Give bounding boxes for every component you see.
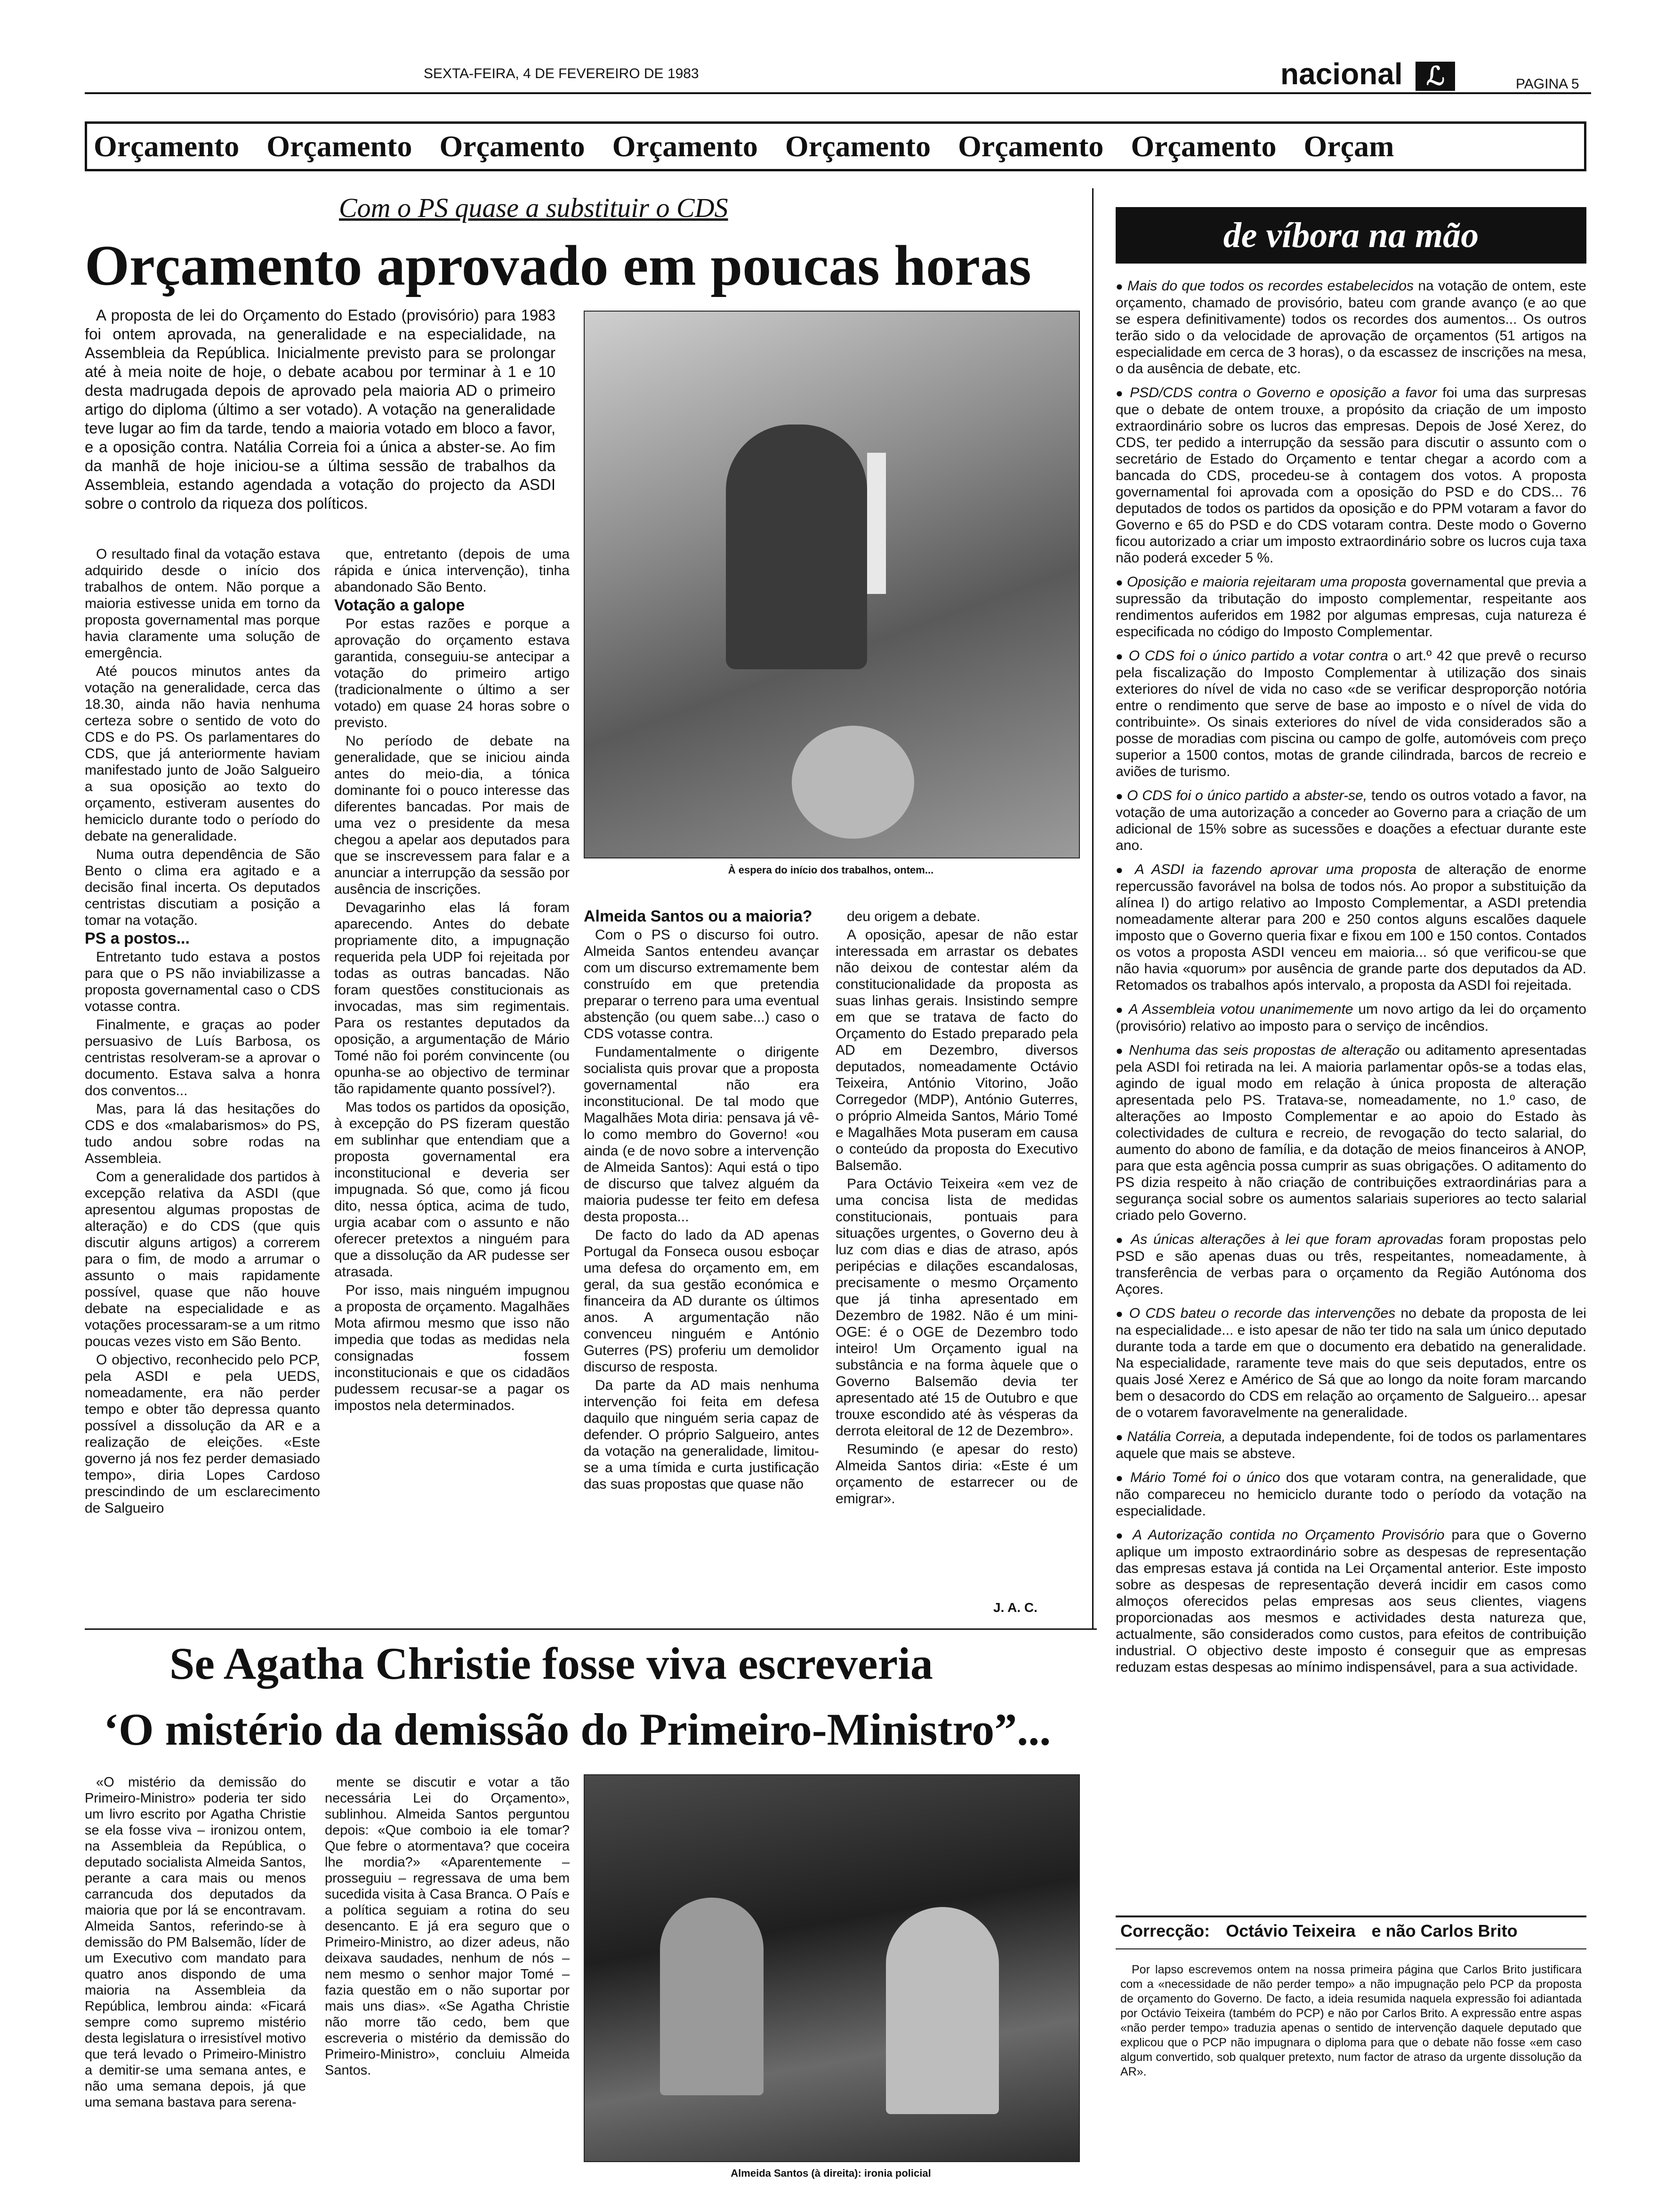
lead-paragraph: A proposta de lei do Orçamento do Estado (provisório) para 1983 foi ontem aprovada, na generalidade e na especialidade, na Assembleia da República. Inicialmente previsto para se prolongar até à meia noite de hoje, o debate acabou por terminar à 1 e 10 desta madrugada depois de aprovado pela maioria AD o primeiro artigo do diploma (último a ser votado). A votação na generalidade teve lugar ao fim da tarde, tendo a maioria votado em bloco a favor, e a oposição contra. Natália Correia foi a única a abster-se. Ao fim da manhã de hoje iniciou-se a última sessão de trabalhos da Assembleia, estando agendada a votação do projecto da ASDI sobre o controlo da riqueza dos políticos. <box>85 306 555 512</box>
article2-column-1 <box>85 1774 306 2184</box>
banner-word: Orçamento <box>958 129 1104 163</box>
bullet-icon: ● <box>1116 1043 1129 1058</box>
sidebar-item-lead: A Assembleia votou unanimemente <box>1128 1002 1353 1017</box>
paragraph: Finalmente, e graças ao poder persuasivo de Luís Barbosa, os centristas resolveram-se a aprovar o documento. Estava salva a honra dos conventos... <box>85 1017 320 1098</box>
sidebar-item-text: tendo os outros votado a favor, na votação de uma autorização a conceder ao Governo para a criação de um adicional de 15% sobre as sucessões e doações a efectuar durante este ano. <box>1116 788 1586 853</box>
bullet-icon: ● <box>1116 863 1135 877</box>
article2-column-2 <box>325 1774 570 2184</box>
banner-word: Orçamento <box>266 129 412 163</box>
sidebar-item-text: foram propostas pelo PSD e são apenas duas ou três, respeitantes, nomeadamente, à transferência de verbas para o orçamento da Região Autónoma dos Açores. <box>1116 1232 1586 1297</box>
sidebar-item-lead: Nenhuma das seis propostas de alteração <box>1129 1042 1400 1058</box>
sidebar-item <box>1116 1231 1586 1298</box>
paragraph: Mas, para lá das hesitações do CDS e dos «malabarismos» do PS, tudo andou sobre rodas na Assembleia. <box>85 1101 320 1166</box>
sidebar-item-lead: O CDS bateu o recorde das intervenções <box>1129 1306 1396 1321</box>
almeida-santos-photo <box>584 1774 1080 2162</box>
sidebar-item <box>1116 648 1586 780</box>
correction-name-1: Octávio Teixeira <box>1226 1921 1356 1940</box>
sidebar-item-text: na votação de ontem, este orçamento, chamado de provisório, bateu com grande avanço (e ao que se espera definitivamente) todos os recordes dos aumentos... Os outros terão sido o da velocidade de aprovação de orçamentos (51 artigos na especialidade em cerca de 3 horas), o da escassez de inscrições na mesa, o da ausência de debate, etc. <box>1116 278 1586 377</box>
paragraph: Fundamentalmente o dirigente socialista quis provar que a proposta governamental não era inconstitucional. De tal modo que Magalhães Mota diria: pensava já vê-lo como membro do Governo! «ou ainda (e de novo sobre a intervenção de Almeida Santos): Aqui está o tipo de discurso que talvez alguém da maioria pudesse ter feito em defesa desta proposta... <box>584 1044 819 1225</box>
photo-figure-head <box>792 726 914 839</box>
bullet-icon: ● <box>1116 1528 1133 1542</box>
bullet-icon: ● <box>1116 649 1129 663</box>
sidebar-item-lead: O CDS foi o único partido a abster-se, <box>1127 788 1367 803</box>
sidebar-item-lead: Mais do que todos os recordes estabelecidos <box>1127 278 1414 294</box>
bullet-icon: ● <box>1116 789 1127 803</box>
budget-banner <box>85 121 1586 171</box>
sidebar-item-text: foi uma das surpresas que o debate de ontem trouxe, a propósito da criação de um imposto extraordinário sobre os lucros das empresas. Depois de José Xerez, do CDS, ter pedido a interrupção da sessão para discutir o assunto com o secretário de Estado do Orçamento e tentar chegar a acordo com a bancada do CDS, procedeu-se à contagem dos votos. A proposta governamental foi aprovada com a oposição do PSD e do CDS... 76 deputados de todos os partidos da oposição e do PPM votaram a favor do Governo e 65 do PSD e do CDS votaram contra. Deste modo o Governo ficou autorizado a criar um imposto extraordinário sobre os lucros cuja taxa não poderá exceder 5 %. <box>1116 385 1586 566</box>
paragraph: Com a generalidade dos partidos à excepção relativa da ASDI (que apresentou algumas propostas de alteração) e do CDS (que quis discutir alguns artigos) a correrem para o fim, de modo a arrumar o assunto o mais rapidamente possível, quase que não houve debate na especialidade e as votações processaram-se a um ritmo poucas vezes visto em São Bento. <box>85 1169 320 1349</box>
banner-word: Orçamento <box>94 129 240 163</box>
paragraph: Com o PS o discurso foi outro. Almeida Santos entendeu avançar com um discurso extremamente bem construído em que pretendia preparar o terreno para uma eventual abstenção (ou quem sabe...) caso o CDS votasse contra. <box>584 927 819 1042</box>
bullet-icon: ● <box>1116 1430 1127 1444</box>
sidebar-item-text: de alteração de enorme repercussão favorável na bolsa de todos nós. Ao propor a substituição da alínea I) do artigo relativo ao Imposto Complementar, a ASDI pretendia nomeadamente alterar para 200 e 250 contos alguns escalões daquele imposto que o Governo queria fixar e fixou em 100 e 150 contos. Contados os votos a proposta ASDI venceu em maioria... só que verificou-se que não havia «quorum» por ausência de grande parte dos deputados da AD. Retomados os trabalhos após intervalo, a proposta da ASDI foi rejeitada. <box>1116 862 1586 993</box>
bullet-icon: ● <box>1116 386 1130 400</box>
photo-caption: À espera do início dos trabalhos, ontem... <box>728 864 934 876</box>
sidebar-item-text: o art.º 42 que prevê o recurso pela fiscalização do Imposto Complementar à utilização dos sinais exteriores do nível de vida no caso «de se verificar desproporção notória entre o rendimento que serve de base ao imposto e o nível de vida do contribuinte». Os sinais exteriores do nível de vida considerados são a posse de moradias com piscina ou campo de golfe, automóveis com preço superior a 1500 contos, motas de grande cilindrada, barcos de recreio e aviões de turismo. <box>1116 648 1586 779</box>
section-name: nacional <box>1280 57 1403 91</box>
microphone-icon <box>867 453 886 594</box>
bullet-icon: ● <box>1116 1002 1129 1017</box>
sidebar-item-lead: Natália Correia, <box>1127 1429 1226 1444</box>
banner-word: Orçamento <box>785 129 931 163</box>
sidebar-item <box>1116 1527 1586 1675</box>
paragraph: Resumindo (e apesar do resto) Almeida Santos diria: «Este é um orçamento de estarrecer ou de emigrar». <box>836 1442 1078 1507</box>
paragraph: Por estas razões e porque a aprovação do orçamento estava garantida, conseguiu-se antecipar a votação do primeiro artigo (tradicionalmente o último a ser votado) em quase 24 horas sobre o previsto. <box>334 616 570 730</box>
banner-word: Orçamento <box>612 129 758 163</box>
paragraph: No período de debate na generalidade, que se iniciou ainda antes do meio-dia, a tónica dominante foi o pouco interesse das diferentes bancadas. Por mais de uma vez o presidente da mesa chegou a apelar aos deputados para que se inscrevessem para falar e a anunciar a interrupção da sessão por ausência de inscrições. <box>334 733 570 897</box>
bullet-icon: ● <box>1116 1233 1131 1247</box>
section-logo <box>1280 56 1455 91</box>
article-column-4 <box>836 908 1078 1591</box>
bullet-icon: ● <box>1116 279 1127 293</box>
sidebar-item <box>1116 1469 1586 1519</box>
sidebar-item-text: ou aditamento apresentadas pela ASDI foi retirada na lei. A maioria parlamentar opôs-se a todas elas, agindo de igual modo em relação à única proposta de alteração apresentada pelo PS. Tratava-se, nomeadamente, no 1.º caso, de alterações ao Imposto Complementar e ao apoio do Estado às colectividades de cultura e recreio, de revogação do tecto salarial, do aumento do abono de família, e da dotação de meios financeiros à ANOP, para que esta agência possa cumprir as suas obrigações. O aditamento do PS dizia respeito à não criação de contribuições extraordinárias para a segurança social sobre os aumentos salariais superiores ao tecto salarial criado pelo Governo. <box>1116 1042 1586 1223</box>
paragraph: O objectivo, reconhecido pelo PCP, pela ASDI e pela UEDS, nomeadamente, era não perder tempo e obter tão depressa quanto possível a dissolução da AR e a realização de eleições. «Este governo já nos fez perder demasiado tempo», diria Lopes Cardoso prescindindo de um esclarecimento de Salgueiro <box>85 1352 320 1516</box>
paragraph: Mas todos os partidos da oposição, à excepção do PS fizeram questão em sublinhar que entendiam que a proposta governamental era inconstitucional e deveria ser impugnada. Só que, como já ficou dito, nessa óptica, acima de tudo, urgia acabar com o assunto e não oferecer pretextos a ninguém para que a dissolução da AR pudesse ser atrasada. <box>334 1099 570 1280</box>
article2-top-rule <box>85 1628 1097 1630</box>
paragraph: Numa outra dependência de São Bento o clima era agitado e a decisão final incerta. Os deputados centristas discutiam a posição a tomar na votação. <box>85 847 320 928</box>
paragraph: que, entretanto (depois de uma rápida e única intervenção), tinha abandonado São Bento. <box>334 546 570 595</box>
sidebar-item <box>1116 861 1586 994</box>
paragraph: mente se discutir e votar a tão necessária Lei do Orçamento», sublinhou. Almeida Santos perguntou depois: «Que comboio ia ele tomar? Que febre o atormentava? que coceira lhe mordia?» «Aparentemente – prosseguiu – regressava de uma bem sucedida visita à Casa Branca. O País e a política seguiam a rotina do seu desencanto. E já era seguro que o Primeiro-Ministro, ao dizer adeus, não deixava saudades, nenhum de nós – nem mesmo o senhor major Tomé – fazia questão em o não suportar por mais uns dias». «Se Agatha Christie não morre tão cedo, bem que escreveria o mistério da demissão do Primeiro-Ministro», concluiu Almeida Santos. <box>325 1775 570 2078</box>
paragraph: Por isso, mais ninguém impugnou a proposta de orçamento. Magalhães Mota afirmou mesmo que isso não impedia que todas as medidas nela consignadas fossem inconstitucionais e que os cidadãos pudessem recusar-se a pagar os impostos nela determinados. <box>334 1282 570 1413</box>
header-date: SEXTA-FEIRA, 4 DE FEVEREIRO DE 1983 <box>424 66 699 81</box>
correction-name-2: e não Carlos Brito <box>1371 1921 1518 1940</box>
sidebar-item-lead: O CDS foi o único partido a votar contra <box>1128 648 1388 664</box>
sidebar-item <box>1116 1428 1586 1462</box>
sidebar-title-box <box>1116 207 1586 264</box>
article-column-3 <box>584 908 819 1614</box>
sidebar-item-text: dos que votaram contra, na generalidade, que não compareceu no hemiciclo durante todo o período da votação na especialidade. <box>1116 1470 1586 1519</box>
sidebar-item-text: um novo artigo da lei do orçamento (provisório) relativo ao imposto para o serviço de incêndios. <box>1116 1002 1586 1034</box>
sidebar-item <box>1116 574 1586 640</box>
article2-photo-caption: Almeida Santos (à direita): ironia policial <box>731 2167 931 2179</box>
bullet-icon: ● <box>1116 1471 1131 1485</box>
paragraph: deu origem a debate. <box>847 909 981 924</box>
photo-figure <box>726 425 867 669</box>
sidebar-list <box>1116 278 1586 1911</box>
subheading: Almeida Santos ou a maioria? <box>584 908 812 925</box>
header-rule <box>85 92 1591 94</box>
correction-text <box>1120 1963 1582 2184</box>
article-lead <box>85 306 555 541</box>
banner-word: Orçam <box>1303 129 1394 163</box>
paper-logo-icon: ℒ <box>1416 62 1455 91</box>
sidebar-item-text: para que o Governo aplique um imposto extraordinário sobre as despesas de representação das empresas estava já contida na Lei Orçamental anterior. Este imposto sobre as despesas de representação deverá incidir em casos como almoços oferecidos pelas empresas aos seus clientes, viagens proporcionadas aos mesmos e actividades desta natureza que, actualmente, são considerados como custos, para efeitos de contribuição industrial. O objectivo deste imposto é conseguir que as empresas reduzam estas despesas ao mínimo indispensável, para a sua actividade. <box>1116 1527 1586 1675</box>
paragraph: A oposição, apesar de não estar interessada em arrastar os debates não deixou de contestar além da constitucionalidade da proposta as suas linhas gerais. Insistindo sempre em que se tratava de facto do Orçamento do Estado preparado pela AD em Dezembro, diversos deputados, nomeadamente Octávio Teixeira, António Vitorino, João Corregedor (MDP), António Guterres, o próprio Almeida Santos, Mário Tomé e Magalhães Mota puseram em causa o conteúdo da proposta do Executivo Balsemão. <box>836 927 1078 1173</box>
banner-word: Orçamento <box>1131 129 1277 163</box>
sidebar-item-lead: Oposição e maioria rejeitaram uma proposta <box>1126 574 1407 590</box>
sidebar-item-text: a deputada independente, foi de todos os parlamentares aquele que mais se absteve. <box>1116 1429 1586 1461</box>
paragraph: De facto do lado da AD apenas Portugal da Fonseca ousou esboçar uma defesa do orçamento em, em geral, da sua gestão económica e financeira da AD durante os últimos anos. A argumentação não convenceu ninguém e António Guterres (PS) proferiu um demolidor discurso de resposta. <box>584 1227 819 1375</box>
article-column-2 <box>334 546 570 1614</box>
paragraph: Da parte da AD mais nenhuma intervenção foi feita em defesa daquilo que ninguém seria capaz de defender. O próprio Salgueiro, antes da votação na generalidade, limitou-se a uma tímida e curta justificação das suas propostas que quase não <box>584 1378 819 1492</box>
sidebar-item <box>1116 1001 1586 1034</box>
sidebar-item <box>1116 1305 1586 1421</box>
article-headline: Orçamento aprovado em poucas horas <box>85 234 1031 297</box>
subheading: PS a postos... <box>85 930 190 947</box>
page-number: PAGINA 5 <box>1516 76 1579 92</box>
sidebar-item <box>1116 787 1586 854</box>
correction-rule-2 <box>1116 1948 1586 1949</box>
article-column-1 <box>85 546 320 1614</box>
sidebar-title: de víbora na mão <box>1223 216 1479 255</box>
bullet-icon: ● <box>1116 1306 1129 1321</box>
paragraph: Até poucos minutos antes da votação na generalidade, cerca das 18.30, ainda não havia nenhuma certeza sobre o sentido de voto do CDS e do PS. Os parlamentares do CDS, que já anteriormente haviam manifestado junto de João Salgueiro a sua oposição ao texto do orçamento, estiveram ausentes do hemiciclo durante todo o período do debate na generalidade. <box>85 664 320 844</box>
article2-headline-2: ‘O mistério da demissão do Primeiro-Ministro”... <box>104 1704 1051 1755</box>
sidebar-item <box>1116 1042 1586 1224</box>
sidebar-item-lead: Mário Tomé foi o único <box>1130 1470 1280 1485</box>
sidebar-item-lead: PSD/CDS contra o Governo e oposição a favor <box>1130 385 1437 401</box>
sidebar-item-lead: As únicas alterações à lei que foram aprovadas <box>1131 1232 1444 1247</box>
photo-figure-right <box>886 1907 999 2114</box>
paragraph: «O mistério da demissão do Primeiro-Ministro» poderia ter sido um livro escrito por Agatha Christie se ela fosse viva – ironizou ontem, na Assembleia da República, o deputado socialista Almeida Santos, perante a cara mais ou menos carrancuda dos deputados da maioria que por lá se encontravam. Almeida Santos, referindo-se à demissão do PM Balsemão, líder de um Executivo com mandato para quatro anos dispondo de uma maioria na Assembleia da República, lembrou ainda: «Ficará sempre como supremo mistério desta legislatura o irresistível motivo que terá levado o Primeiro-Ministro a demitir-se uma semana antes, e não uma semana depois, já que uma semana bastava para serena- <box>85 1775 306 2110</box>
correction-rule <box>1116 1915 1586 1917</box>
article-kicker: Com o PS quase a substituir o CDS <box>339 192 728 223</box>
correction-label: Correcção: <box>1120 1921 1210 1940</box>
sidebar-item-text: no debate da proposta de lei na especialidade... e isto apesar de não ter tido na sala um único deputado durante toda a tarde em que o documento era debatido na generalidade. Na especialidade, raramente teve mais do que seis deputados, entre os quais José Xerez e Américo de Sá que ao longo da noite foram marcando bem o desacordo do CDS em relação ao orçamento de Salgueiro... apesar de o votarem favoravelmente na generalidade. <box>1116 1306 1586 1420</box>
paragraph: Devagarinho elas lá foram aparecendo. Antes do debate propriamente dito, a impugnação requerida pela UDP foi rejeitada por todas as outras bancadas. Não foram questões constitucionais as invocadas, mas sim regimentais. Para os restantes deputados da oposição, a argumentação de Mário Tomé não foi porém convincente (ou opunha-se ao objectivo de terminar tão rapidamente quanto possível?). <box>334 900 570 1097</box>
sidebar-item-lead: A ASDI ia fazendo aprovar uma proposta <box>1134 862 1417 877</box>
banner-word: Orçamento <box>439 129 585 163</box>
sidebar-item <box>1116 385 1586 566</box>
author-signature: J. A. C. <box>993 1600 1038 1615</box>
correction-paragraph: Por lapso escrevemos ontem na nossa primeira página que Carlos Brito justificara com a «necessidade de não perder tempo» a não impugnação pelo PCP da proposta de orçamento do Governo. De facto, a ideia resumida naquela expressão foi adiantada por Octávio Teixeira (também do PCP) e não por Carlos Brito. A expressão entre aspas «não perder tempo» traduzia apenas o sentido de intervenção daquele deputado que explicou que o PCP não impugnara o diploma para que o debate não fosse «em caso algum convertido, sob qualquer pretexto, num factor de atraso da urgente dissolução da AR». <box>1120 1963 1582 2078</box>
paragraph: Para Octávio Teixeira «em vez de uma concisa lista de medidas constitucionais, pontuais para situações urgentes, o Governo deu à luz com dias e dias de atraso, após peripécias e dilações escandalosas, precisamente o mesmo Orçamento que já tinha apresentado em Dezembro de 1982. Não é um mini-OGE: é o OGE de Dezembro todo inteiro! Um Orçamento igual na substância e na forma àquele que o Governo Balsemão devia ter apresentado até 15 de Outubro e que trouxe escondido até às vésperas da derrota eleitoral de 12 de Dezembro». <box>836 1176 1078 1439</box>
column-divider <box>1092 188 1094 1628</box>
correction-heading <box>1120 1921 1518 1941</box>
paragraph: Entretanto tudo estava a postos para que o PS não inviabilizasse a proposta governamental caso o CDS votasse contra. <box>85 949 320 1014</box>
paragraph: O resultado final da votação estava adquirido desde o início dos trabalhos de ontem. Não porque a maioria estivesse unida em torno da proposta governamental mas porque havia claramente uma solução de emergência. <box>85 546 320 661</box>
sidebar-item <box>1116 278 1586 377</box>
sidebar-item-text: governamental que previa a supressão da tributação do imposto complementar, respeitante aos rendimentos auferidos em 1982 por algumas empresas, cuja natureza é especificada no código do Imposto Complementar. <box>1116 574 1586 640</box>
photo-figure-left <box>660 1898 764 2095</box>
bullet-icon: ● <box>1116 575 1127 589</box>
article2-headline-1: Se Agatha Christie fosse viva escreveria <box>169 1638 933 1689</box>
sidebar-item-lead: A Autorização contida no Orçamento Provisório <box>1133 1527 1445 1543</box>
subheading: Votação a galope <box>334 596 465 614</box>
assembly-photo <box>584 311 1080 858</box>
